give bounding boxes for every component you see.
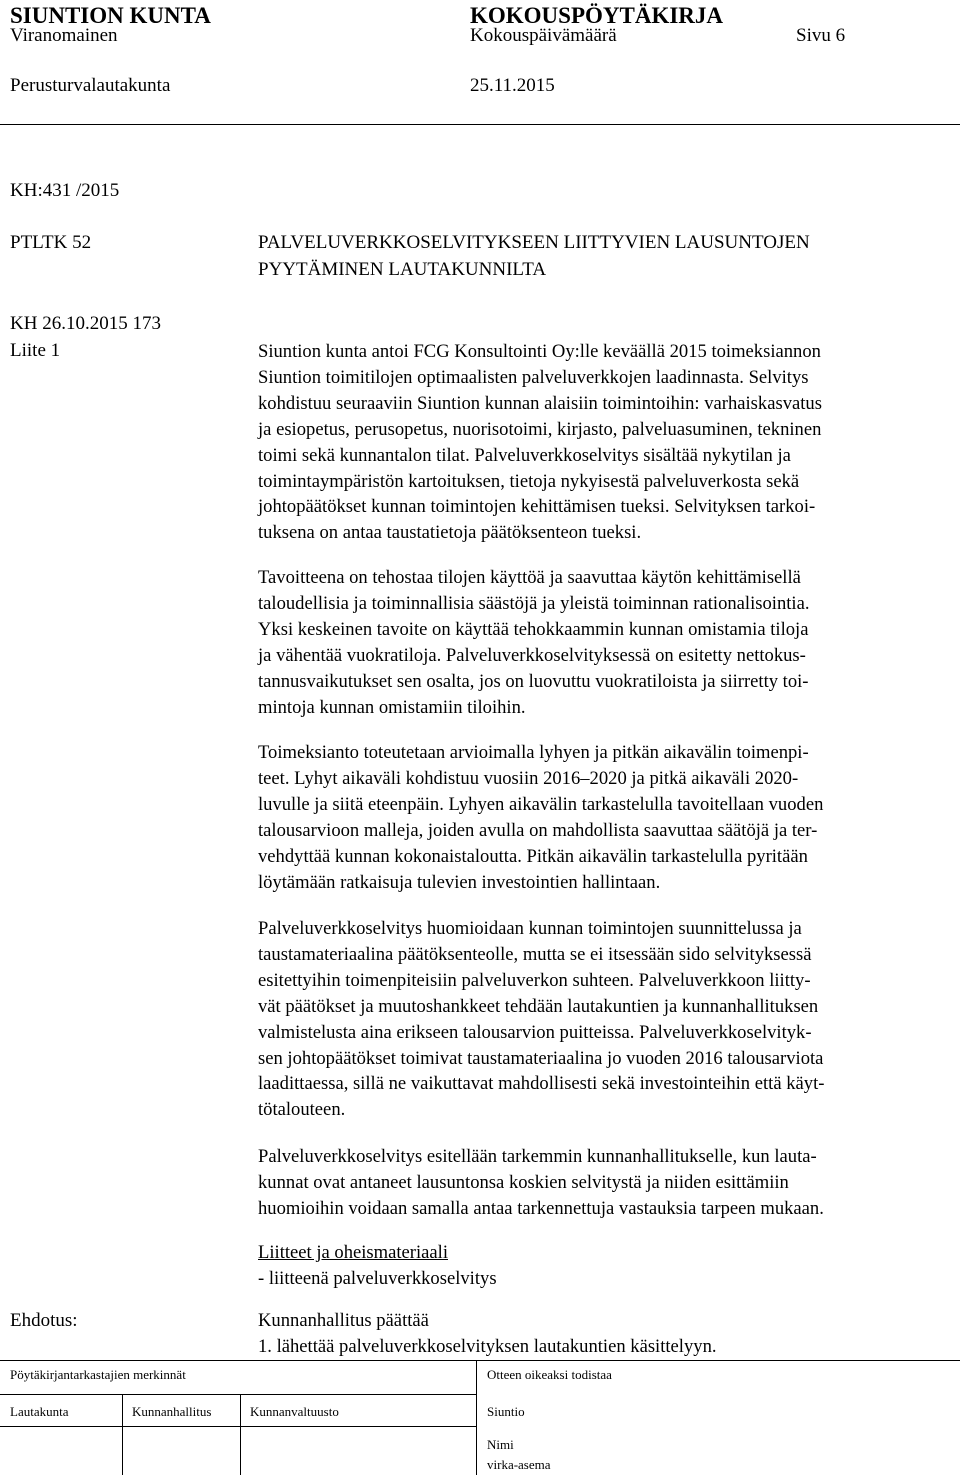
- paragraph-4: [258, 916, 958, 1123]
- text-line: taloudellisia ja toiminnallisia säästöjä ja yleistä toiminnan rationalisointia.: [258, 592, 810, 614]
- footer-columns-rule: [0, 1394, 476, 1395]
- footer-column-divider-1: [122, 1394, 123, 1475]
- text-line: esitettyihin toimenpiteisiin palveluverkon suhteen. Palveluverkkoon liitty-: [258, 969, 811, 991]
- municipal-government-column-label: Kunnanhallitus: [132, 1404, 212, 1419]
- ptltk-reference: PTLTK 52: [10, 232, 92, 253]
- footer-center-divider: [476, 1360, 477, 1475]
- text-line: vät päätökset ja muutoshankkeet tehdään lautakuntien ja kunnanhallituksen: [258, 995, 819, 1017]
- paragraph-3: [258, 740, 958, 895]
- footer-column-divider-2: [240, 1394, 241, 1475]
- kh2-reference: KH 26.10.2015 173: [10, 313, 161, 334]
- certified-copy-label: Otteen oikeaksi todistaa: [487, 1367, 612, 1382]
- text-line: kunnat ovat antaneet lausuntonsa koskien selvitystä ja niiden esittämiin: [258, 1171, 789, 1193]
- text-line: taustamateriaalina päätöksenteolle, mutta se ei itsessään sido selvityksessä: [258, 943, 812, 965]
- text-line: tannusvaikutukset sen osalta, jos on luovuttu vuokratiloista ja siirretty toi-: [258, 670, 809, 692]
- authority-label: Viranomainen: [10, 25, 118, 46]
- attachments-item: - liitteenä palveluverkkoselvitys: [258, 1267, 497, 1289]
- text-line: Siuntion kunta antoi FCG Konsultointi Oy:lle keväällä 2015 toimeksiannon: [258, 341, 821, 362]
- kh-reference: KH:431 /2015: [10, 180, 120, 201]
- attachments-section: [258, 1240, 958, 1292]
- footer-top-rule: [0, 1360, 960, 1361]
- text-line: Tavoitteena on tehostaa tilojen käyttöä ja saavuttaa käytön kehittämisellä: [258, 567, 801, 588]
- place-label: Siuntio: [487, 1404, 525, 1419]
- date-label: Kokouspäivämäärä: [470, 25, 617, 46]
- meeting-date: 25.11.2015: [470, 75, 555, 96]
- text-line: tuksena on antaa taustatietoja päätöksenteon tueksi.: [258, 522, 642, 544]
- board-column-label: Lautakunta: [10, 1404, 69, 1419]
- page-number: Sivu 6: [796, 25, 846, 46]
- text-line: sen johtopäätökset toimivat taustamateriaalina jo vuoden 2016 talousarviota: [258, 1047, 824, 1069]
- paragraph-1: [258, 339, 958, 546]
- text-line: kohdistuu seuraaviin Siuntion kunnan alaisiin toimintoihin: varhaiskasvatus: [258, 392, 822, 414]
- text-line: Yksi keskeinen tavoite on käyttää tehokkaammin kunnan omistamia tiloja: [258, 618, 809, 640]
- proposal-label: Ehdotus:: [10, 1310, 78, 1331]
- proposal-item: 1. lähettää palveluverkkoselvityksen lautakuntien käsittelyyn.: [258, 1335, 717, 1357]
- text-line: Toimeksianto toteutetaan arvioimalla lyhyen ja pitkän aikavälin toimenpi-: [258, 742, 809, 763]
- title-line-1: PALVELUVERKKOSELVITYKSEEN LIITTYVIEN LAUSUNTOJEN: [258, 232, 810, 253]
- footer-signature-rule: [0, 1426, 476, 1427]
- org-name: SIUNTION KUNTA: [10, 3, 211, 28]
- text-line: luvulle ja siitä eteenpäin. Lyhyen aikavälin tarkastelulla tavoitellaan vuoden: [258, 793, 824, 815]
- document-type: KOKOUSPÖYTÄKIRJA: [470, 3, 724, 28]
- text-line: teet. Lyhyt aikaväli kohdistuu vuosiin 2016–2020 ja pitkä aikaväli 2020-: [258, 767, 799, 789]
- proposal-body: Kunnanhallitus päättää: [258, 1310, 429, 1331]
- text-line: Siuntion toimitilojen optimaalisten palveluverkkojen laadinnasta. Selvitys: [258, 366, 809, 388]
- text-line: Palveluverkkoselvitys huomioidaan kunnan toimintojen suunnittelussa ja: [258, 918, 802, 939]
- header-divider: [0, 124, 960, 125]
- text-line: talousarvioon malleja, joiden avulla on mahdollista saavuttaa säätöjä ja ter-: [258, 819, 818, 841]
- title-line-2: PYYTÄMINEN LAUTAKUNNILTA: [258, 259, 547, 280]
- name-label: Nimi: [487, 1437, 514, 1452]
- text-line: toimi sekä kunnantalon tilat. Palveluverkkoselvitys sisältää nykytilan ja: [258, 444, 791, 466]
- paragraph-5: [258, 1144, 958, 1222]
- text-line: huomioihin voidaan samalla antaa tarkennettuja vastauksia tarpeen mukaan.: [258, 1197, 824, 1219]
- text-line: Palveluverkkoselvitys esitellään tarkemmin kunnanhallitukselle, kun lauta-: [258, 1146, 817, 1167]
- attachment-reference: Liite 1: [10, 340, 61, 361]
- municipal-council-column-label: Kunnanvaltuusto: [250, 1404, 339, 1419]
- authority-name: Perusturvalautakunta: [10, 75, 171, 96]
- text-line: vehdyttää kunnan kokonaistaloutta. Pitkän aikavälin tarkastelulla pyritään: [258, 845, 808, 867]
- paragraph-2: [258, 565, 958, 720]
- text-line: löytämään ratkaisuja tulevien investointien hallintaan.: [258, 871, 661, 893]
- text-line: mintoja kunnan omistamiin tiloihin.: [258, 696, 526, 718]
- text-line: toimintaympäristön kartoituksen, tietoja nykyisestä palveluverkosta sekä: [258, 470, 800, 492]
- text-line: ja vähentää vuokratiloja. Palveluverkkoselvityksessä on esitetty nettokus-: [258, 644, 806, 666]
- text-line: johtopäätökset kunnan toimintojen kehittämisen tueksi. Selvityksen tarkoi-: [258, 496, 816, 518]
- text-line: tötalouteen.: [258, 1099, 346, 1121]
- proposal-section: [258, 1308, 958, 1360]
- text-line: laadittaessa, sillä ne vaikuttavat mahdollisesti sekä investointeihin että käyt-: [258, 1073, 825, 1095]
- position-label: virka-asema: [487, 1457, 551, 1472]
- checkers-label: Pöytäkirjantarkastajien merkinnät: [10, 1367, 186, 1382]
- text-line: valmistelusta aina erikseen talousarvion puitteissa. Palveluverkkoselvityk-: [258, 1021, 812, 1043]
- attachments-heading: Liitteet ja oheismateriaali: [258, 1242, 448, 1263]
- text-line: ja esiopetus, perusopetus, nuorisotoimi, kirjasto, palveluasuminen, tekninen: [258, 418, 822, 440]
